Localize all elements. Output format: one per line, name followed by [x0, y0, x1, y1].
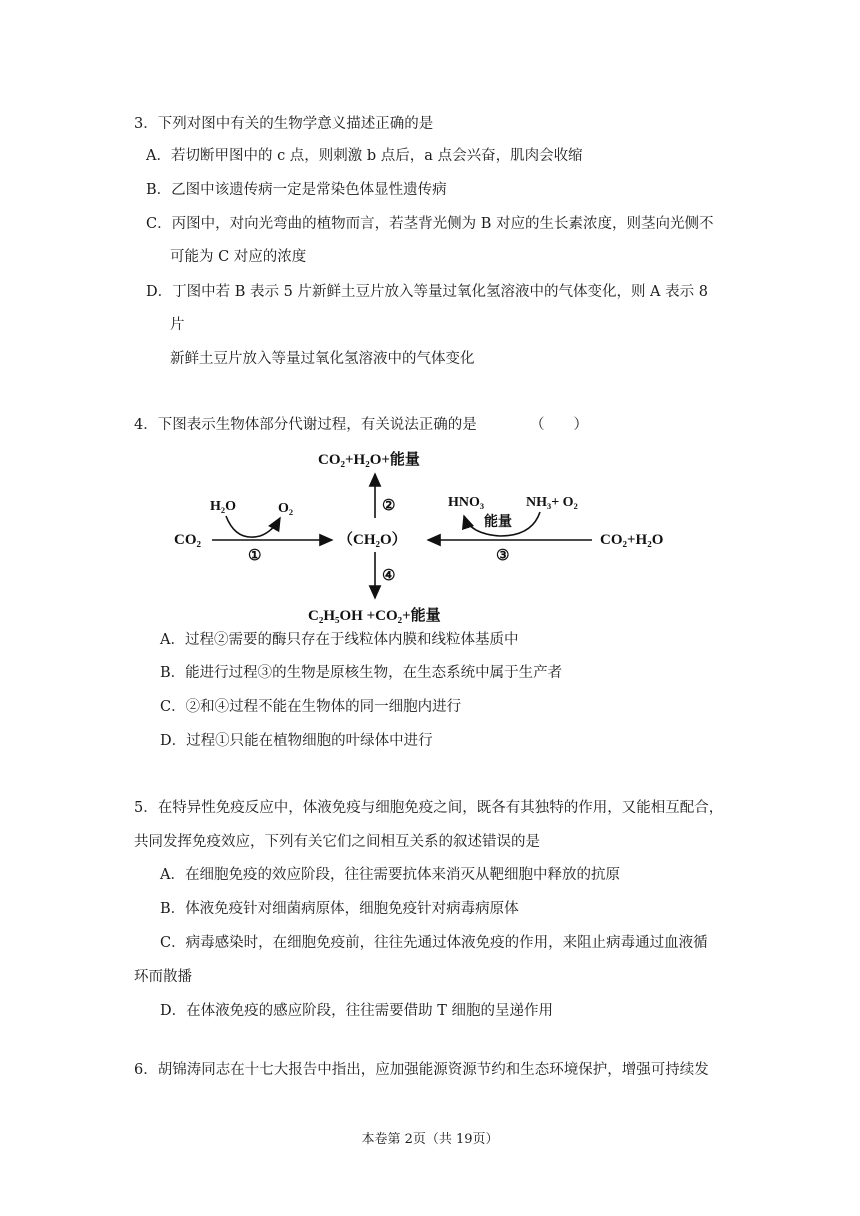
bottom-product-label: C₂H₅OH +CO₂+能量 — [308, 608, 441, 624]
left-co2-label: CO₂ — [174, 532, 201, 548]
q3-stem: 3．下列对图中有关的生物学意义描述正确的是 — [134, 116, 434, 132]
q3-option-d-cont: 片 — [170, 317, 185, 333]
o2-label: O₂ — [278, 501, 294, 516]
q5-option-c: C．病毒感染时，在细胞免疫前，往往先通过体液免疫的作用，来阻止病毒通过血液循 — [160, 935, 708, 951]
page-footer: 本卷第 2页（共 19页） — [361, 1132, 499, 1147]
top-product-label: CO₂+H₂O+能量 — [318, 452, 420, 468]
h2o-to-o2-curve — [226, 516, 280, 537]
q4-stem: 4．下图表示生物体部分代谢过程，有关说法正确的是 — [134, 417, 477, 433]
right-co2-h2o-label: CO₂+H₂O — [600, 532, 664, 548]
q5-option-d: D．在体液免疫的感应阶段，往往需要借助 T 细胞的呈递作用 — [160, 1003, 554, 1019]
ch2o-center-label: （CH₂O） — [338, 532, 407, 548]
energy-label: 能量 — [484, 515, 512, 530]
q4-option-d: D．过程①只能在植物细胞的叶绿体中进行 — [160, 733, 433, 749]
q4-option-c: C．②和④过程不能在生物体的同一细胞内进行 — [160, 699, 462, 715]
q3-option-a: A．若切断甲图中的 c 点，则刺激 b 点后，a 点会兴奋，肌肉会收缩 — [146, 148, 583, 164]
metabolism-diagram — [160, 440, 720, 630]
q4-answer-blank: （ ） — [530, 417, 588, 433]
step3-label: ③ — [496, 548, 510, 564]
q3-option-b: B．乙图中该遗传病一定是常染色体显性遗传病 — [146, 182, 447, 198]
step2-label: ② — [382, 498, 396, 514]
hno3-label: HNO₃ — [448, 495, 485, 510]
step1-label: ① — [248, 548, 262, 564]
q6-stem: 6．胡锦涛同志在十七大报告中指出，应加强能源资源节约和生态环境保护，增强可持续发 — [134, 1062, 709, 1078]
step4-label: ④ — [382, 568, 396, 584]
q4-option-b: B．能进行过程③的生物是原核生物，在生态系统中属于生产者 — [160, 665, 563, 681]
nh3-o2-label: NH₃+ O₂ — [526, 495, 578, 510]
h2o-label: H₂O — [210, 499, 236, 514]
q5-option-c-cont: 环而散播 — [134, 969, 192, 985]
q4-option-a: A．过程②需要的酶只存在于线粒体内膜和线粒体基质中 — [160, 632, 519, 648]
q5-option-b: B．体液免疫针对细菌病原体，细胞免疫针对病毒病原体 — [160, 901, 519, 917]
q3-option-d: D．丁图中若 B 表示 5 片新鲜土豆片放入等量过氧化氢溶液中的气体变化，则 A 表示 8 — [146, 284, 708, 300]
q5-stem-cont: 共同发挥免疫效应，下列有关它们之间相互关系的叙述错误的是 — [134, 834, 540, 850]
q3-option-d-cont2: 新鲜土豆片放入等量过氧化氢溶液中的气体变化 — [170, 351, 475, 367]
q5-option-a: A．在细胞免疫的效应阶段，往往需要抗体来消灭从靶细胞中释放的抗原 — [160, 867, 620, 883]
q3-option-c-cont: 可能为 C 对应的浓度 — [170, 249, 307, 265]
q3-option-c: C．丙图中，对向光弯曲的植物而言，若茎背光侧为 B 对应的生长素浓度，则茎向光侧不 — [146, 216, 714, 232]
q5-stem: 5．在特异性免疫反应中，体液免疫与细胞免疫之间，既各有其独特的作用，又能相互配合， — [134, 800, 724, 816]
